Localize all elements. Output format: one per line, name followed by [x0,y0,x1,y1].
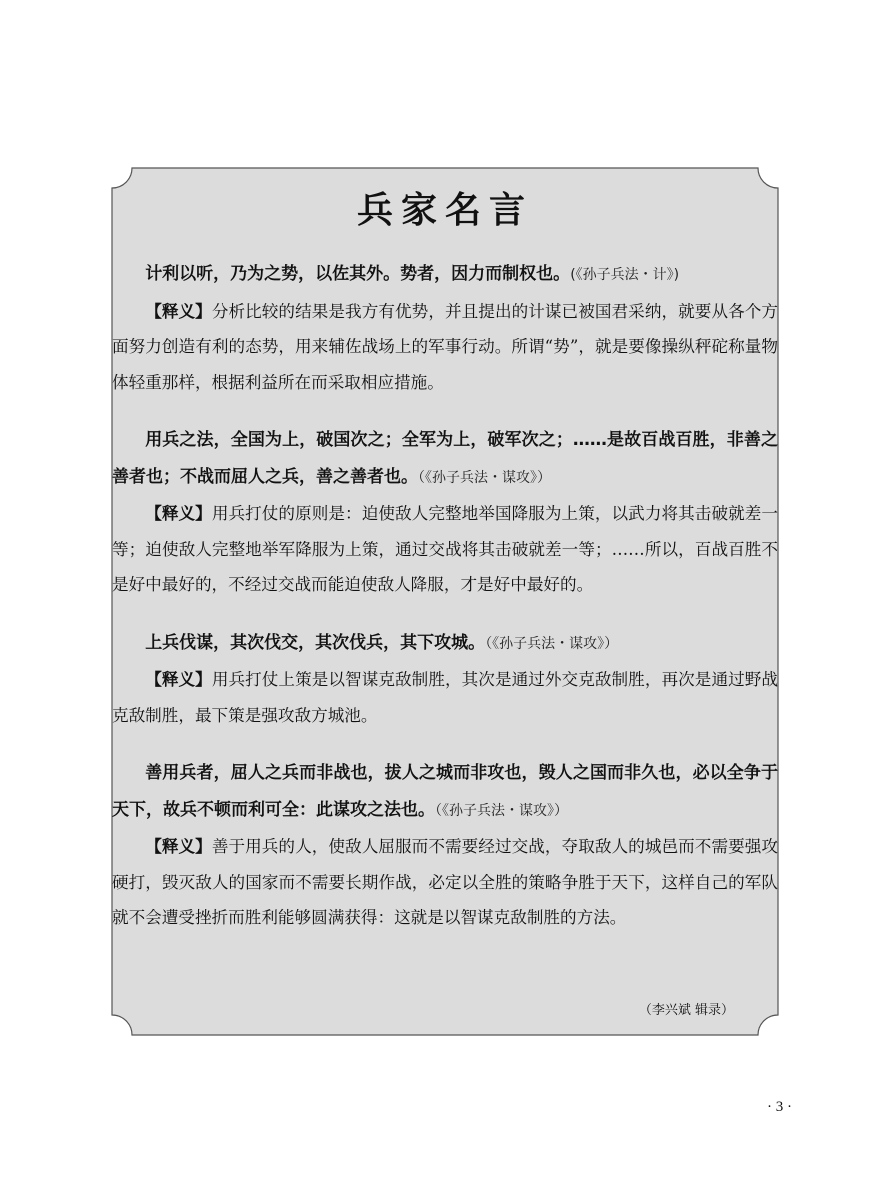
quote-source: （《孙子兵法・谋攻》） [485,635,619,652]
quote-text: 计利以听，乃为之势，以佐其外。势者，因力而制权也。 [145,264,571,284]
entry-gap [112,603,778,625]
quote-text: 善用兵者，屈人之兵而非战也，拔人之城而非攻也，毁人之国而非久也，必以全争于天下，故兵不顿而利可全：此谋攻之法也。 [112,763,778,820]
compiler-credit: （李兴斌 辑录） [638,1003,734,1018]
explanation-label: 【释义】 [145,670,212,689]
explanation-label: 【释义】 [145,504,212,523]
entry-3 [112,625,778,734]
quote-text: 上兵伐谋，其次伐交，其次伐兵，其下攻城。 [145,632,486,653]
explanation-label: 【释义】 [145,301,212,321]
entry-1 [112,256,778,400]
quote-source: (《孙子兵法・计》) [570,267,680,283]
explanation-text: 分析比较的结果是我方有优势，并且提出的计谋已被国君采纳，就要从各个方面努力创造有利的态势，用来辅佐战场上的军事行动。所谓“势”，就是要像操纵秤砣称量物体轻重那样，根据利益所在而采取相应措施。 [112,301,779,392]
explanation-text: 用兵打仗的原则是：迫使敌人完整地举国降服为上策，以武力将其击破就差一等；迫使敌人完整地举军降服为上策，通过交战将其击破就差一等；……所以，百战百胜不是好中最好的，不经过交战而能迫使敌人降服，才是好中最好的。 [112,504,779,594]
explanation-label: 【释义】 [145,837,212,856]
explanation-text: 善于用兵的人，使敌人屈服而不需要经过交战，夺取敌人的城邑而不需要强攻硬打，毁灭敌人的国家而不需要长期作战，必定以全胜的策略争胜于天下，这样自己的军队就不会遭受挫折而胜利能够圆满获得：这就是以智谋克敌制胜的方法。 [112,837,779,927]
explanation-paragraph [112,294,778,401]
explanation-paragraph [112,496,778,603]
proverbs-panel [112,170,778,1032]
explanation-paragraph [112,829,778,936]
page-number: · 3 · [767,1099,792,1115]
entry-4 [112,755,778,936]
entry-gap [112,733,778,755]
explanation-paragraph [112,662,778,733]
quote-paragraph [112,755,778,829]
quote-source: （《孙子兵法・谋攻》） [418,469,551,486]
quote-paragraph [112,422,778,496]
quote-paragraph [112,625,778,663]
quote-source: （《孙子兵法・谋攻》） [435,802,568,819]
quote-text: 用兵之法，全国为上，破国次之；全军为上，破军次之；……是故百战百胜，非善之善者也；不战而屈人之兵，善之善者也。 [112,430,778,487]
quote-paragraph [112,256,778,294]
explanation-text: 用兵打仗上策是以智谋克敌制胜，其次是通过外交克敌制胜，再次是通过野战克敌制胜，最下策是强攻敌方城池。 [112,670,779,725]
entry-2 [112,422,778,603]
entry-gap [112,400,778,422]
page-title: 兵家名言 [356,189,533,231]
